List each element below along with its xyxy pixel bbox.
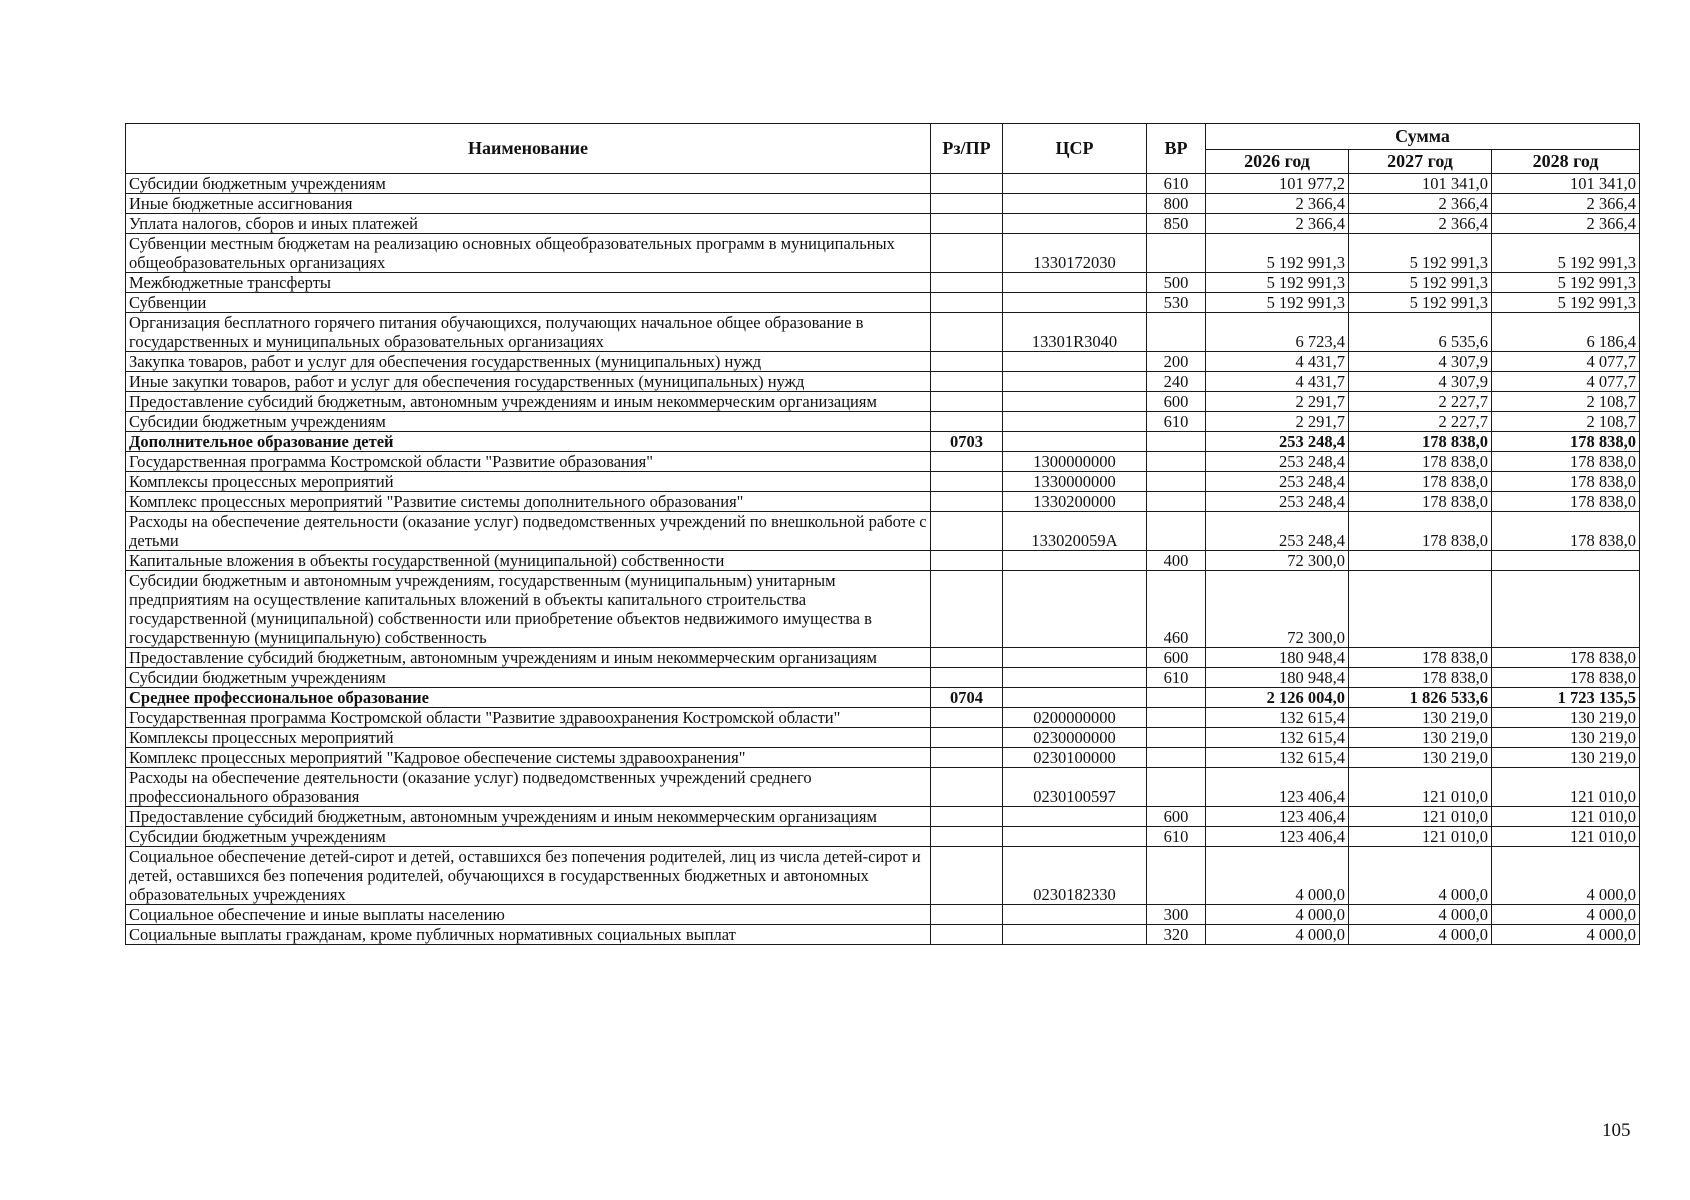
row-vr-cell: 300	[1147, 905, 1206, 925]
row-name-cell: Предоставление субсидий бюджетным, автономным учреждениям и иным некоммерческим организациям	[126, 392, 931, 412]
row-rz-cell	[931, 807, 1003, 827]
table-row	[126, 512, 1640, 551]
row-name-cell: Иные закупки товаров, работ и услуг для обеспечения государственных (муниципальных) нужд	[126, 372, 931, 392]
row-2027-cell: 101 341,0	[1349, 174, 1492, 194]
row-rz-cell	[931, 905, 1003, 925]
row-rz-cell	[931, 847, 1003, 905]
row-csr-cell	[1003, 273, 1147, 293]
table-row	[126, 293, 1640, 313]
row-2026-cell: 4 431,7	[1206, 352, 1349, 372]
header-year-2026: 2026 год	[1206, 150, 1349, 174]
row-2026-cell: 5 192 991,3	[1206, 234, 1349, 273]
row-2028-cell: 2 366,4	[1492, 194, 1640, 214]
row-2028-cell	[1492, 571, 1640, 648]
row-2028-cell: 4 000,0	[1492, 925, 1640, 945]
row-csr-cell	[1003, 648, 1147, 668]
row-rz-cell	[931, 194, 1003, 214]
row-rz-cell	[931, 472, 1003, 492]
row-csr-cell	[1003, 372, 1147, 392]
row-2026-cell: 180 948,4	[1206, 668, 1349, 688]
row-2028-cell: 101 341,0	[1492, 174, 1640, 194]
table-row	[126, 234, 1640, 273]
row-vr-cell	[1147, 313, 1206, 352]
row-csr-cell: 0230182330	[1003, 847, 1147, 905]
row-name-cell: Иные бюджетные ассигнования	[126, 194, 931, 214]
row-rz-cell: 0704	[931, 688, 1003, 708]
row-rz-cell	[931, 214, 1003, 234]
row-2027-cell: 4 000,0	[1349, 847, 1492, 905]
row-2026-cell: 2 291,7	[1206, 392, 1349, 412]
header-year-2028: 2028 год	[1492, 150, 1640, 174]
row-vr-cell	[1147, 492, 1206, 512]
row-rz-cell	[931, 452, 1003, 472]
row-csr-cell	[1003, 174, 1147, 194]
row-csr-cell: 0230100000	[1003, 748, 1147, 768]
row-2026-cell: 4 000,0	[1206, 925, 1349, 945]
row-2026-cell: 123 406,4	[1206, 827, 1349, 847]
row-rz-cell	[931, 293, 1003, 313]
row-name-cell: Межбюджетные трансферты	[126, 273, 931, 293]
row-2028-cell: 2 366,4	[1492, 214, 1640, 234]
row-rz-cell	[931, 708, 1003, 728]
row-2027-cell: 130 219,0	[1349, 728, 1492, 748]
row-2028-cell: 5 192 991,3	[1492, 293, 1640, 313]
row-csr-cell	[1003, 551, 1147, 571]
row-name-cell: Организация бесплатного горячего питания обучающихся, получающих начальное общее образование в государственных и муниципальных образовательных организациях	[126, 313, 931, 352]
row-2026-cell: 4 000,0	[1206, 847, 1349, 905]
row-2028-cell: 130 219,0	[1492, 708, 1640, 728]
row-name-cell: Закупка товаров, работ и услуг для обеспечения государственных (муниципальных) нужд	[126, 352, 931, 372]
row-name-cell: Предоставление субсидий бюджетным, автономным учреждениям и иным некоммерческим организациям	[126, 807, 931, 827]
row-vr-cell	[1147, 472, 1206, 492]
row-2027-cell: 2 366,4	[1349, 214, 1492, 234]
row-vr-cell: 600	[1147, 807, 1206, 827]
row-csr-cell: 1330000000	[1003, 472, 1147, 492]
row-name-cell: Предоставление субсидий бюджетным, автономным учреждениям и иным некоммерческим организациям	[126, 648, 931, 668]
row-rz-cell	[931, 668, 1003, 688]
table-row	[126, 452, 1640, 472]
row-name-cell: Комплекс процессных мероприятий "Развитие системы дополнительного образования"	[126, 492, 931, 512]
row-vr-cell: 600	[1147, 392, 1206, 412]
row-name-cell: Комплексы процессных мероприятий	[126, 728, 931, 748]
row-rz-cell	[931, 768, 1003, 807]
row-2027-cell: 1 826 533,6	[1349, 688, 1492, 708]
row-2028-cell: 4 077,7	[1492, 352, 1640, 372]
row-name-cell: Социальное обеспечение детей-сирот и детей, оставшихся без попечения родителей, лиц из числа детей-сирот и детей, оставшихся без попечения родителей, обучающихся в государственных бюджетных и автономных образовательных учреждениях	[126, 847, 931, 905]
row-csr-cell	[1003, 293, 1147, 313]
row-name-cell: Субсидии бюджетным учреждениям	[126, 668, 931, 688]
row-2028-cell: 4 000,0	[1492, 847, 1640, 905]
row-2026-cell: 2 366,4	[1206, 214, 1349, 234]
row-rz-cell	[931, 827, 1003, 847]
row-csr-cell	[1003, 688, 1147, 708]
table-row	[126, 847, 1640, 905]
table-row	[126, 551, 1640, 571]
row-2027-cell: 5 192 991,3	[1349, 234, 1492, 273]
row-2026-cell: 253 248,4	[1206, 452, 1349, 472]
row-2028-cell: 178 838,0	[1492, 472, 1640, 492]
table-row	[126, 728, 1640, 748]
row-vr-cell	[1147, 748, 1206, 768]
row-2027-cell	[1349, 551, 1492, 571]
row-2027-cell: 178 838,0	[1349, 648, 1492, 668]
row-2027-cell: 121 010,0	[1349, 827, 1492, 847]
row-2026-cell: 123 406,4	[1206, 807, 1349, 827]
row-rz-cell	[931, 372, 1003, 392]
row-name-cell: Государственная программа Костромской области "Развитие образования"	[126, 452, 931, 472]
row-vr-cell	[1147, 768, 1206, 807]
row-2028-cell: 1 723 135,5	[1492, 688, 1640, 708]
row-2027-cell: 2 227,7	[1349, 412, 1492, 432]
row-csr-cell	[1003, 571, 1147, 648]
table-row	[126, 352, 1640, 372]
row-2027-cell: 178 838,0	[1349, 668, 1492, 688]
table-header	[126, 124, 1640, 174]
row-2028-cell: 6 186,4	[1492, 313, 1640, 352]
row-rz-cell	[931, 648, 1003, 668]
table-row	[126, 214, 1640, 234]
row-rz-cell: 0703	[931, 432, 1003, 452]
row-2028-cell: 4 000,0	[1492, 905, 1640, 925]
row-2028-cell: 121 010,0	[1492, 768, 1640, 807]
row-2026-cell: 132 615,4	[1206, 728, 1349, 748]
table-row	[126, 313, 1640, 352]
row-2028-cell: 2 108,7	[1492, 392, 1640, 412]
row-name-cell: Государственная программа Костромской области "Развитие здравоохранения Костромской области"	[126, 708, 931, 728]
row-name-cell: Социальные выплаты гражданам, кроме публичных нормативных социальных выплат	[126, 925, 931, 945]
header-vr: ВР	[1147, 124, 1206, 174]
row-vr-cell: 530	[1147, 293, 1206, 313]
header-csr: ЦСР	[1003, 124, 1147, 174]
row-rz-cell	[931, 571, 1003, 648]
table-body	[126, 174, 1640, 945]
row-rz-cell	[931, 492, 1003, 512]
row-2028-cell: 178 838,0	[1492, 512, 1640, 551]
row-vr-cell: 800	[1147, 194, 1206, 214]
row-2028-cell: 130 219,0	[1492, 748, 1640, 768]
row-2028-cell: 121 010,0	[1492, 827, 1640, 847]
row-vr-cell	[1147, 728, 1206, 748]
table-row	[126, 768, 1640, 807]
table-row	[126, 273, 1640, 293]
row-2026-cell: 253 248,4	[1206, 512, 1349, 551]
row-csr-cell: 13301R3040	[1003, 313, 1147, 352]
row-name-cell: Дополнительное образование детей	[126, 432, 931, 452]
row-rz-cell	[931, 234, 1003, 273]
table-row	[126, 372, 1640, 392]
row-vr-cell: 610	[1147, 827, 1206, 847]
row-vr-cell: 240	[1147, 372, 1206, 392]
row-csr-cell: 133020059А	[1003, 512, 1147, 551]
row-csr-cell: 1330200000	[1003, 492, 1147, 512]
table-row	[126, 807, 1640, 827]
row-2027-cell: 121 010,0	[1349, 768, 1492, 807]
row-2028-cell: 4 077,7	[1492, 372, 1640, 392]
row-vr-cell: 610	[1147, 668, 1206, 688]
row-rz-cell	[931, 551, 1003, 571]
row-csr-cell	[1003, 925, 1147, 945]
table-row	[126, 412, 1640, 432]
row-2027-cell: 2 227,7	[1349, 392, 1492, 412]
row-2026-cell: 6 723,4	[1206, 313, 1349, 352]
row-2028-cell: 130 219,0	[1492, 728, 1640, 748]
row-2026-cell: 4 000,0	[1206, 905, 1349, 925]
row-2028-cell: 5 192 991,3	[1492, 273, 1640, 293]
row-2028-cell: 178 838,0	[1492, 648, 1640, 668]
row-2027-cell: 4 000,0	[1349, 905, 1492, 925]
table-row	[126, 668, 1640, 688]
table-row	[126, 472, 1640, 492]
row-2026-cell: 101 977,2	[1206, 174, 1349, 194]
row-csr-cell	[1003, 392, 1147, 412]
row-name-cell: Субвенции	[126, 293, 931, 313]
row-vr-cell: 500	[1147, 273, 1206, 293]
row-csr-cell	[1003, 412, 1147, 432]
row-2026-cell: 132 615,4	[1206, 748, 1349, 768]
row-vr-cell: 400	[1147, 551, 1206, 571]
row-csr-cell	[1003, 352, 1147, 372]
row-vr-cell: 610	[1147, 174, 1206, 194]
table-row	[126, 688, 1640, 708]
row-2028-cell	[1492, 551, 1640, 571]
row-2028-cell: 2 108,7	[1492, 412, 1640, 432]
row-2027-cell: 178 838,0	[1349, 452, 1492, 472]
row-rz-cell	[931, 728, 1003, 748]
header-year-2027: 2027 год	[1349, 150, 1492, 174]
row-csr-cell	[1003, 827, 1147, 847]
row-2026-cell: 72 300,0	[1206, 551, 1349, 571]
row-vr-cell: 320	[1147, 925, 1206, 945]
row-2027-cell: 5 192 991,3	[1349, 273, 1492, 293]
row-2027-cell: 5 192 991,3	[1349, 293, 1492, 313]
row-name-cell: Субсидии бюджетным и автономным учреждениям, государственным (муниципальным) унитарным предприятиям на осуществление капитальных вложений в объекты капитального строительства государственной (муниципальной) собственности или приобретение объектов недвижимого имущества в государственную (муниципальную) собственность	[126, 571, 931, 648]
row-name-cell: Среднее профессиональное образование	[126, 688, 931, 708]
row-2026-cell: 253 248,4	[1206, 472, 1349, 492]
row-2027-cell: 2 366,4	[1349, 194, 1492, 214]
row-csr-cell: 0230000000	[1003, 728, 1147, 748]
row-rz-cell	[931, 273, 1003, 293]
table-row	[126, 827, 1640, 847]
row-2026-cell: 5 192 991,3	[1206, 273, 1349, 293]
table-row	[126, 905, 1640, 925]
row-csr-cell	[1003, 194, 1147, 214]
row-2028-cell: 178 838,0	[1492, 452, 1640, 472]
row-vr-cell	[1147, 432, 1206, 452]
row-name-cell: Субвенции местным бюджетам на реализацию основных общеобразовательных программ в муниципальных общеобразовательных организациях	[126, 234, 931, 273]
row-vr-cell	[1147, 512, 1206, 551]
row-2026-cell: 2 366,4	[1206, 194, 1349, 214]
row-vr-cell: 600	[1147, 648, 1206, 668]
row-2027-cell: 178 838,0	[1349, 472, 1492, 492]
table-row	[126, 748, 1640, 768]
row-csr-cell	[1003, 668, 1147, 688]
row-2027-cell: 4 307,9	[1349, 372, 1492, 392]
row-csr-cell	[1003, 432, 1147, 452]
row-rz-cell	[931, 412, 1003, 432]
row-name-cell: Субсидии бюджетным учреждениям	[126, 412, 931, 432]
row-vr-cell: 610	[1147, 412, 1206, 432]
table-row	[126, 648, 1640, 668]
row-2026-cell: 2 126 004,0	[1206, 688, 1349, 708]
row-2026-cell: 4 431,7	[1206, 372, 1349, 392]
row-vr-cell	[1147, 708, 1206, 728]
row-name-cell: Субсидии бюджетным учреждениям	[126, 174, 931, 194]
table-row	[126, 492, 1640, 512]
row-name-cell: Расходы на обеспечение деятельности (оказание услуг) подведомственных учреждений по внешкольной работе с детьми	[126, 512, 931, 551]
header-rz: Рз/ПР	[931, 124, 1003, 174]
row-name-cell: Капитальные вложения в объекты государственной (муниципальной) собственности	[126, 551, 931, 571]
row-2026-cell: 180 948,4	[1206, 648, 1349, 668]
row-csr-cell	[1003, 807, 1147, 827]
row-2027-cell: 130 219,0	[1349, 748, 1492, 768]
row-2027-cell: 130 219,0	[1349, 708, 1492, 728]
row-rz-cell	[931, 512, 1003, 551]
table-row	[126, 708, 1640, 728]
row-rz-cell	[931, 313, 1003, 352]
row-name-cell: Комплекс процессных мероприятий "Кадровое обеспечение системы здравоохранения"	[126, 748, 931, 768]
row-2028-cell: 178 838,0	[1492, 432, 1640, 452]
table-row	[126, 571, 1640, 648]
row-vr-cell: 460	[1147, 571, 1206, 648]
row-name-cell: Комплексы процессных мероприятий	[126, 472, 931, 492]
row-2027-cell: 6 535,6	[1349, 313, 1492, 352]
row-csr-cell: 0200000000	[1003, 708, 1147, 728]
row-2028-cell: 121 010,0	[1492, 807, 1640, 827]
row-vr-cell: 200	[1147, 352, 1206, 372]
row-vr-cell	[1147, 234, 1206, 273]
row-csr-cell: 0230100597	[1003, 768, 1147, 807]
row-csr-cell	[1003, 905, 1147, 925]
page-number: 105	[1602, 1120, 1631, 1141]
header-name: Наименование	[126, 124, 931, 174]
row-2027-cell	[1349, 571, 1492, 648]
row-2027-cell: 178 838,0	[1349, 512, 1492, 551]
row-2028-cell: 5 192 991,3	[1492, 234, 1640, 273]
row-rz-cell	[931, 352, 1003, 372]
row-2026-cell: 253 248,4	[1206, 432, 1349, 452]
table-row	[126, 432, 1640, 452]
row-csr-cell: 1300000000	[1003, 452, 1147, 472]
table-row	[126, 392, 1640, 412]
row-rz-cell	[931, 925, 1003, 945]
row-rz-cell	[931, 392, 1003, 412]
row-name-cell: Субсидии бюджетным учреждениям	[126, 827, 931, 847]
row-2026-cell: 72 300,0	[1206, 571, 1349, 648]
row-2026-cell: 253 248,4	[1206, 492, 1349, 512]
row-2027-cell: 4 000,0	[1349, 925, 1492, 945]
row-2027-cell: 121 010,0	[1349, 807, 1492, 827]
row-2027-cell: 4 307,9	[1349, 352, 1492, 372]
row-name-cell: Расходы на обеспечение деятельности (оказание услуг) подведомственных учреждений среднего профессионального образования	[126, 768, 931, 807]
row-vr-cell: 850	[1147, 214, 1206, 234]
row-vr-cell	[1147, 452, 1206, 472]
row-2026-cell: 132 615,4	[1206, 708, 1349, 728]
row-name-cell: Социальное обеспечение и иные выплаты населению	[126, 905, 931, 925]
row-2028-cell: 178 838,0	[1492, 492, 1640, 512]
row-csr-cell	[1003, 214, 1147, 234]
table-row	[126, 194, 1640, 214]
row-2028-cell: 178 838,0	[1492, 668, 1640, 688]
row-name-cell: Уплата налогов, сборов и иных платежей	[126, 214, 931, 234]
row-2027-cell: 178 838,0	[1349, 492, 1492, 512]
row-2026-cell: 2 291,7	[1206, 412, 1349, 432]
row-2026-cell: 5 192 991,3	[1206, 293, 1349, 313]
budget-table	[125, 123, 1640, 945]
row-vr-cell	[1147, 847, 1206, 905]
row-rz-cell	[931, 174, 1003, 194]
row-2027-cell: 178 838,0	[1349, 432, 1492, 452]
row-csr-cell: 1330172030	[1003, 234, 1147, 273]
row-vr-cell	[1147, 688, 1206, 708]
table-row	[126, 925, 1640, 945]
header-sum: Сумма	[1206, 124, 1640, 150]
table-row	[126, 174, 1640, 194]
row-2026-cell: 123 406,4	[1206, 768, 1349, 807]
row-rz-cell	[931, 748, 1003, 768]
